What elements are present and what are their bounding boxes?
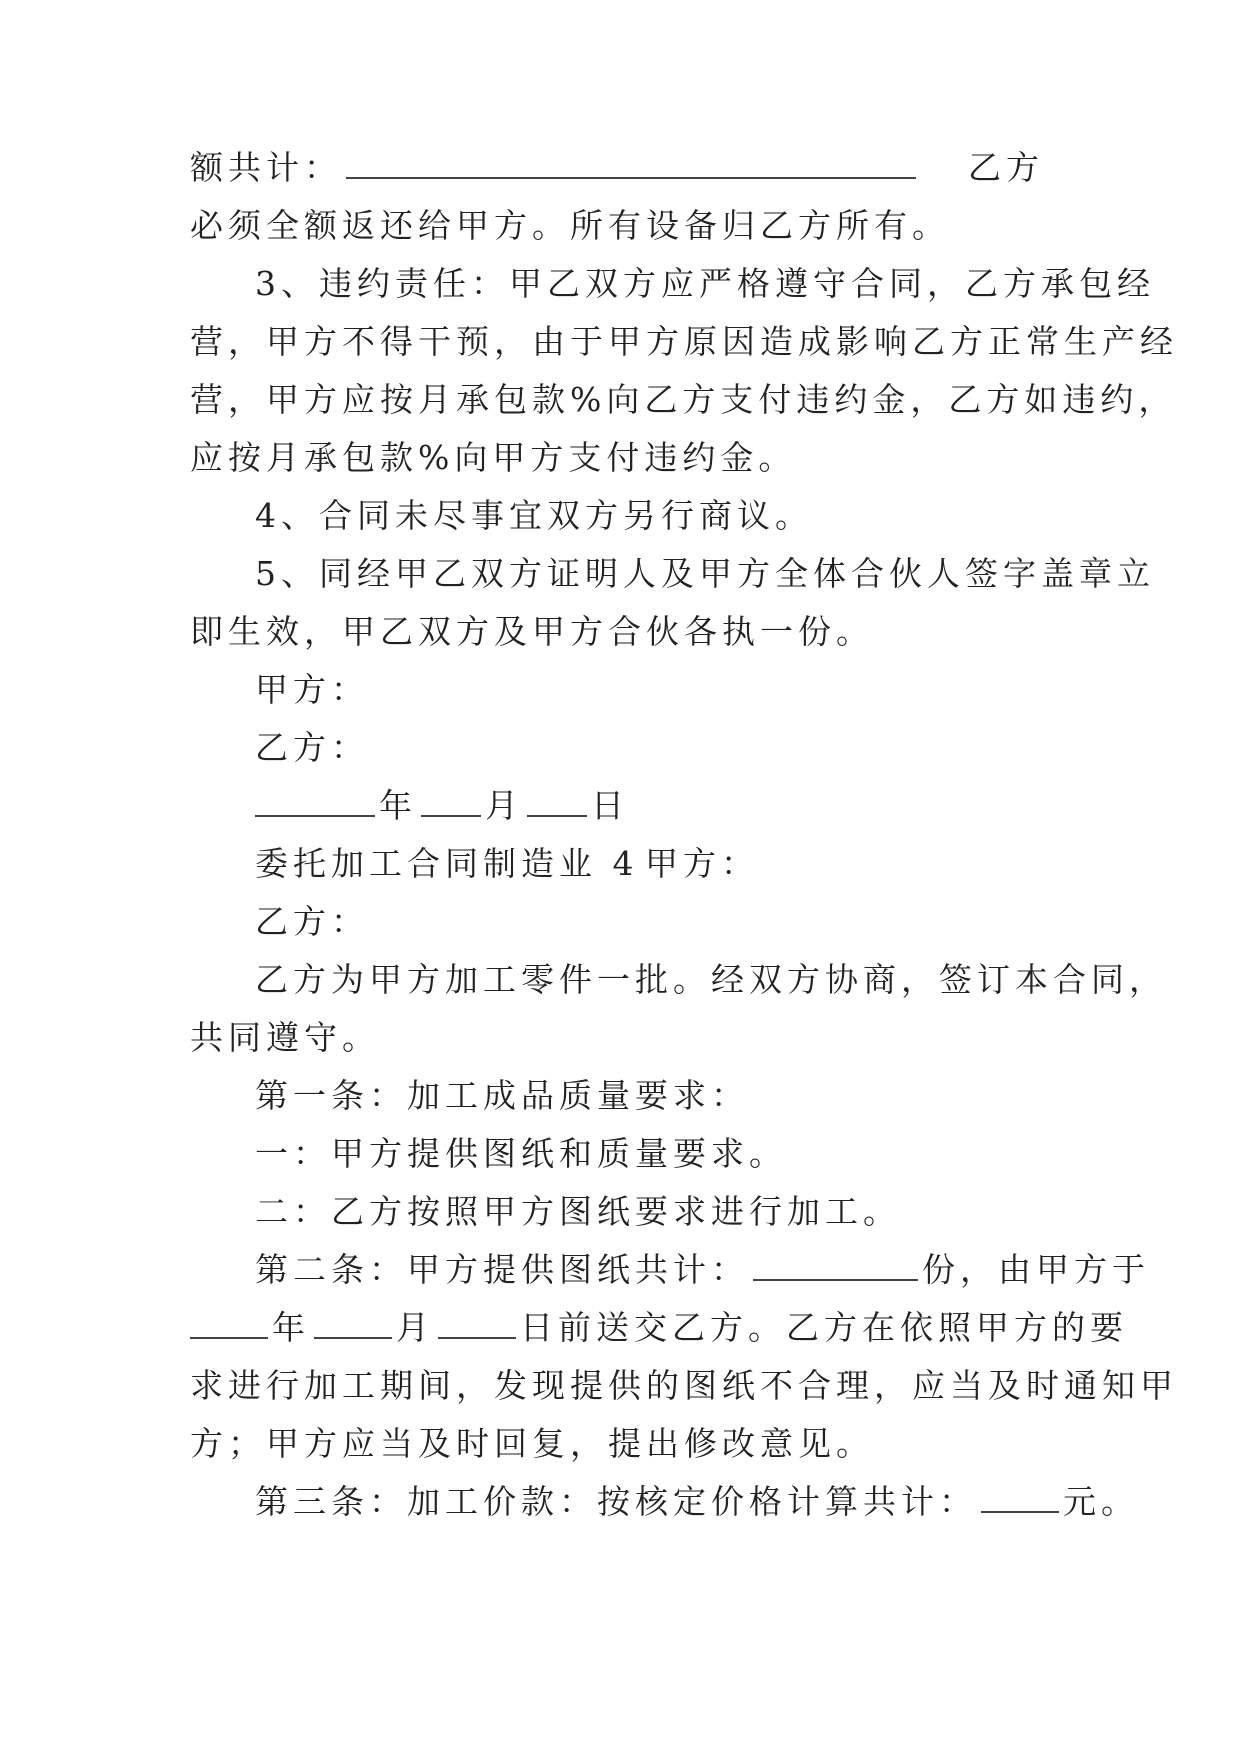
year-label: 年 xyxy=(272,1308,310,1347)
signature-label-party-b: 乙方： xyxy=(255,728,369,767)
blank-field xyxy=(421,785,481,817)
text-line: 方；甲方应当及时回复，提出修改意见。 xyxy=(190,1424,874,1463)
text-segment: 乙方 xyxy=(968,148,1044,187)
section-heading: 委托加工合同制造业 4 xyxy=(255,844,639,883)
year-label: 年 xyxy=(379,786,417,825)
text-line: 5、同经甲乙双方证明人及甲方全体合伙人签字盖章立 xyxy=(255,554,1155,593)
month-label: 月 xyxy=(485,786,523,825)
text-segment: 日前送交乙方。乙方在依照甲方的要 xyxy=(520,1308,1128,1347)
text-line: 乙方： xyxy=(255,902,369,941)
text-line: 共同遵守。 xyxy=(190,1018,380,1057)
text-line xyxy=(255,1480,1139,1524)
text-line: 即生效，甲乙双方及甲方合伙各执一份。 xyxy=(190,612,874,651)
text-segment: 第二条：甲方提供图纸共计： xyxy=(255,1250,749,1289)
signature-label-party-a: 甲方： xyxy=(255,670,369,709)
text-line: 二：乙方按照甲方图纸要求进行加工。 xyxy=(255,1192,901,1231)
text-line: 营，甲方应按月承包款%向乙方支付违约金，乙方如违约， xyxy=(190,380,1177,419)
text-line xyxy=(968,146,1044,190)
blank-field xyxy=(527,785,587,817)
text-segment: 额共计： xyxy=(190,148,342,187)
text-line: 乙方为甲方加工零件一批。经双方协商，签订本合同， xyxy=(255,960,1167,999)
blank-field xyxy=(346,147,916,179)
text-line: 一：甲方提供图纸和质量要求。 xyxy=(255,1134,787,1173)
blank-field xyxy=(753,1249,918,1281)
text-line xyxy=(190,1306,1128,1350)
day-label: 日 xyxy=(591,786,629,825)
date-line xyxy=(255,784,629,828)
text-line: 4、合同未尽事宜双方另行商议。 xyxy=(255,496,813,535)
text-line: 必须全额返还给甲方。所有设备归乙方所有。 xyxy=(190,206,950,245)
text-segment: 份，由甲方于 xyxy=(922,1250,1150,1289)
text-line: 应按月承包款%向甲方支付违约金。 xyxy=(190,438,797,477)
text-line: 营，甲方不得干预，由于甲方原因造成影响乙方正常生产经 xyxy=(190,322,1178,361)
text-line xyxy=(255,1248,1150,1292)
blank-field xyxy=(438,1307,516,1339)
month-label: 月 xyxy=(396,1308,434,1347)
blank-field xyxy=(190,1307,268,1339)
text-line: 第一条：加工成品质量要求： xyxy=(255,1076,749,1115)
blank-field xyxy=(255,785,375,817)
text-segment: 第三条：加工价款：按核定价格计算共计： xyxy=(255,1482,977,1521)
text-line: 甲方： xyxy=(645,844,759,883)
text-segment: 元。 xyxy=(1063,1482,1139,1521)
text-line: 3、违约责任：甲乙双方应严格遵守合同，乙方承包经 xyxy=(255,264,1155,303)
blank-field xyxy=(314,1307,392,1339)
blank-field xyxy=(981,1481,1059,1513)
text-line: 求进行加工期间，发现提供的图纸不合理，应当及时通知甲 xyxy=(190,1366,1178,1405)
text-line xyxy=(190,146,920,190)
